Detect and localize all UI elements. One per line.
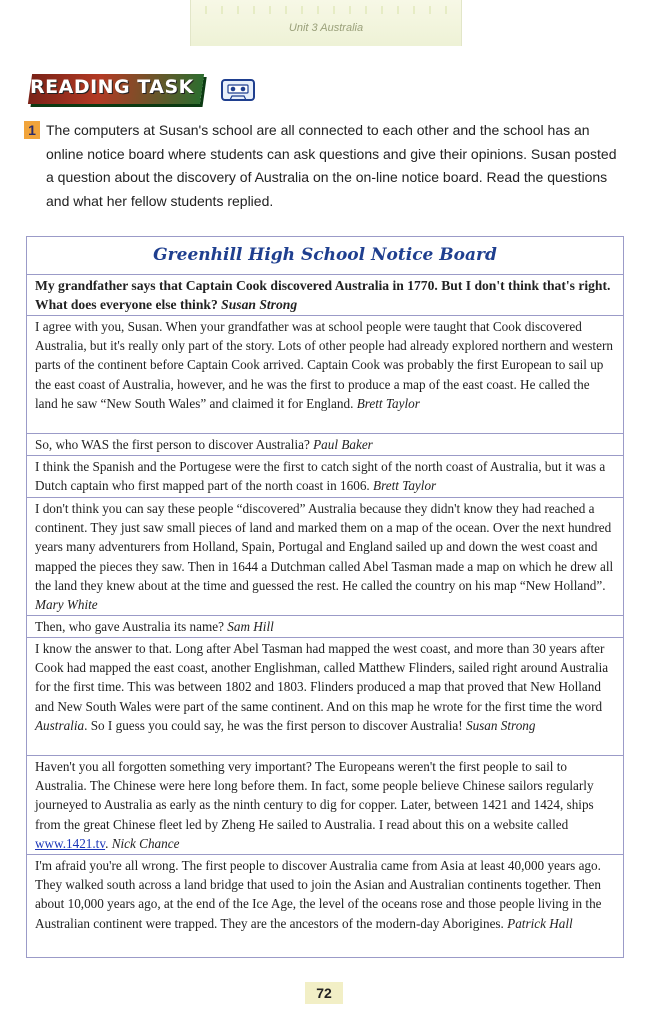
post-text: . So I guess you could say, he was the first person to discover Australia!: [84, 717, 463, 733]
task-instructions: The computers at Susan's school are all connected to each other and the school has an online notice board where students can ask questions and give their opinions. Susan posted a question about the discovery of Australia on the on-line notice board. Read the questions and what her fellow students replied.: [46, 122, 617, 209]
reading-task-banner: [22, 72, 204, 106]
post-author: Patrick Hall: [507, 915, 573, 931]
decorative-dots: [191, 6, 461, 14]
unit-header-band: [190, 0, 462, 46]
notice-post: [27, 316, 623, 434]
notice-post: [27, 434, 623, 456]
post-author: Susan Strong: [221, 297, 298, 313]
post-text: So, who WAS the first person to discover Australia?: [35, 437, 310, 452]
post-author: Brett Taylor: [356, 395, 420, 411]
post-text: .: [105, 835, 109, 851]
notice-post: [27, 638, 623, 756]
post-text: I know the answer to that. Long after Abel Tasman had mapped the west coast, and more than 30 years after Cook had mapped the east coast, another Englishman, called Matthew Flinders, sailed right around Australia for the first time. This was between 1802 and 1803. Flinders produced a map that proved that New Holland and New South Wales were part of the same continent. And on this map he wrote for the first time the word: [35, 641, 609, 714]
post-text: I think the Spanish and the Portugese were the first to catch sight of the north coast of Australia, but it was a Dutch captain who first mapped part of the north coast in 1606.: [35, 459, 606, 494]
notice-post: [27, 756, 623, 855]
post-text: My grandfather says that Captain Cook discovered Australia in 1770. But I don't think that's right. What does everyone else think?: [35, 278, 611, 313]
banner-label: READING TASK: [30, 76, 194, 98]
notice-post: [27, 456, 623, 498]
post-text: Then, who gave Australia its name?: [35, 619, 224, 634]
task-number-badge: 1: [24, 121, 40, 139]
post-author: Susan Strong: [465, 717, 536, 733]
post-text: Haven't you all forgotten something very important? The Europeans weren't the first people to sail to Australia. The Chinese were here long before them. In fact, some people believe Chinese sailors regularly journeyed to Australia as early as the ninth century to dig for copper. Later, between 1421 and 1424, ships from the great Chinese fleet led by Zheng He sailed to Australia. I read about this on a website called: [35, 759, 594, 832]
notice-post: [27, 855, 623, 954]
post-emphasis: Australia: [35, 717, 85, 733]
notice-board: [26, 236, 624, 958]
post-author: Sam Hill: [227, 619, 274, 634]
page-number: 72: [305, 982, 343, 1004]
post-author: Brett Taylor: [373, 478, 437, 494]
notice-board-title: Greenhill High School Notice Board: [27, 237, 623, 275]
post-author: Nick Chance: [111, 835, 180, 851]
post-author: Paul Baker: [313, 437, 373, 452]
post-text: I don't think you can say these people “discovered” Australia because they didn't know they had reached a continent. They just saw small pieces of land and marked them on a map of the ocean. Over the next hundred years many adventurers from Holland, Spain, Portugal and England sailed up and down the west coast and mapped the pieces they saw. Then in 1644 a Dutchman called Abel Tasman made a map on which he drew all the land they knew about at the time and guessed the rest. He called the country on his map “New Holland”.: [35, 501, 614, 593]
post-text: I agree with you, Susan. When your grandfather was at school people were taught that Cook discovered Australia, but it's really only part of the story. Lots of other people had already explored northern and western parts of the continent before Captain Cook arrived. Captain Cook was probably the first European to sail up the east coast of Australia, however, and he was the first to produce a map of the east coast. He called the land he saw “New South Wales” and claimed it for England.: [35, 319, 613, 411]
notice-post: [27, 616, 623, 638]
unit-title: Unit 3 Australia: [288, 22, 364, 34]
notice-post: [27, 498, 623, 616]
website-link[interactable]: www.1421.tv: [35, 835, 106, 851]
post-text: I'm afraid you're all wrong. The first people to discover Australia came from Asia at least 40,000 years ago. They walked south across a land bridge that used to join the Asian and Australian continents together. Then about 10,000 years ago, at the end of the Ice Age, the level of the oceans rose and those people living in the Australian continent were trapped. They are the ancestors of the modern-day Aborigines.: [35, 858, 602, 931]
post-author: Mary White: [35, 597, 98, 613]
cassette-tape-icon: [220, 77, 256, 103]
notice-post: [27, 275, 623, 316]
